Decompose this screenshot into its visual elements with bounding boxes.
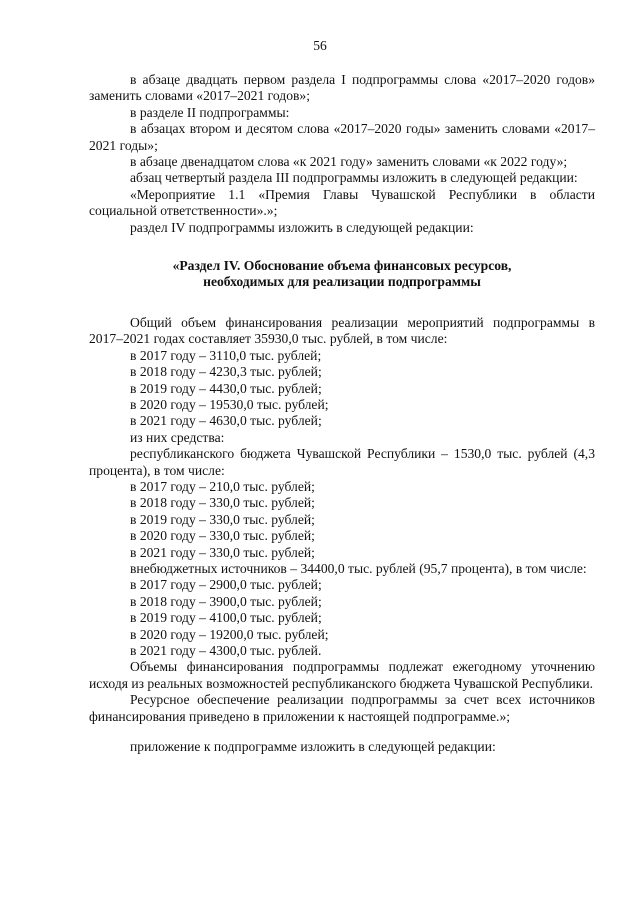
paragraph: раздел IV подпрограммы изложить в следующей редакции: (130, 219, 474, 235)
paragraph: «Мероприятие 1.1 «Премия Главы Чувашской Республики в области социальной ответственности».»; (89, 186, 595, 219)
section-heading-line-1: «Раздел IV. Обоснование объема финансовых ресурсов, (172, 258, 512, 274)
list-item: в 2019 году – 4430,0 тыс. рублей; (130, 380, 322, 396)
section-heading-line-2: необходимых для реализации подпрограммы (203, 274, 481, 290)
list-item: в 2021 году – 330,0 тыс. рублей; (130, 544, 315, 560)
list-item: в 2021 году – 4630,0 тыс. рублей; (130, 413, 322, 429)
paragraph: из них средства: (130, 429, 225, 445)
list-item: в 2019 году – 4100,0 тыс. рублей; (130, 610, 322, 626)
list-item: в 2019 году – 330,0 тыс. рублей; (130, 511, 315, 527)
list-item: в 2020 году – 19530,0 тыс. рублей; (130, 396, 329, 412)
paragraph: в разделе II подпрограммы: (130, 104, 290, 120)
paragraph: республиканского бюджета Чувашской Республики – 1530,0 тыс. рублей (4,3 процента), в том числе: (89, 446, 595, 478)
list-item: в 2018 году – 330,0 тыс. рублей; (130, 495, 315, 511)
page-number: 56 (313, 38, 327, 53)
paragraph: Общий объем финансирования реализации мероприятий подпрограммы в 2017–2021 годах составляет 35930,0 тыс. рублей, в том числе: (89, 314, 595, 347)
paragraph: приложение к подпрограмме изложить в следующей редакции: (130, 739, 496, 755)
paragraph: абзац четвертый раздела III подпрограммы изложить в следующей редакции: (130, 170, 578, 186)
list-item: в 2018 году – 3900,0 тыс. рублей; (130, 593, 322, 609)
paragraph: внебюджетных источников – 34400,0 тыс. рублей (95,7 процента), в том числе: (130, 560, 587, 576)
paragraph: в абзаце двадцать первом раздела I подпрограммы слова «2017–2020 годов» заменить словами «2017–2021 годов»; (89, 72, 595, 104)
list-item: в 2017 году – 3110,0 тыс. рублей; (130, 347, 322, 363)
paragraph: Ресурсное обеспечение реализации подпрограммы за счет всех источников финансирования приведено в приложении к настоящей подпрограмме.»; (89, 692, 595, 724)
paragraph: Объемы финансирования подпрограммы подлежат ежегодному уточнению исходя из реальных возможностей республиканского бюджета Чувашской Республики. (89, 659, 595, 691)
list-item: в 2018 году – 4230,3 тыс. рублей; (130, 364, 322, 380)
list-item: в 2020 году – 330,0 тыс. рублей; (130, 528, 315, 544)
paragraph: в абзаце двенадцатом слова «к 2021 году» заменить словами «к 2022 году»; (130, 154, 568, 170)
list-item: в 2017 году – 2900,0 тыс. рублей; (130, 577, 322, 593)
list-item: в 2021 году – 4300,0 тыс. рублей. (130, 643, 322, 658)
spacer (89, 725, 595, 739)
list-item: в 2020 году – 19200,0 тыс. рублей; (130, 626, 329, 642)
document-body (89, 72, 595, 755)
paragraph: в абзацах втором и десятом слова «2017–2020 годы» заменить словами «2017–2021 годы»; (89, 121, 595, 153)
section-heading (89, 258, 595, 291)
list-item: в 2017 году – 210,0 тыс. рублей; (130, 478, 315, 494)
